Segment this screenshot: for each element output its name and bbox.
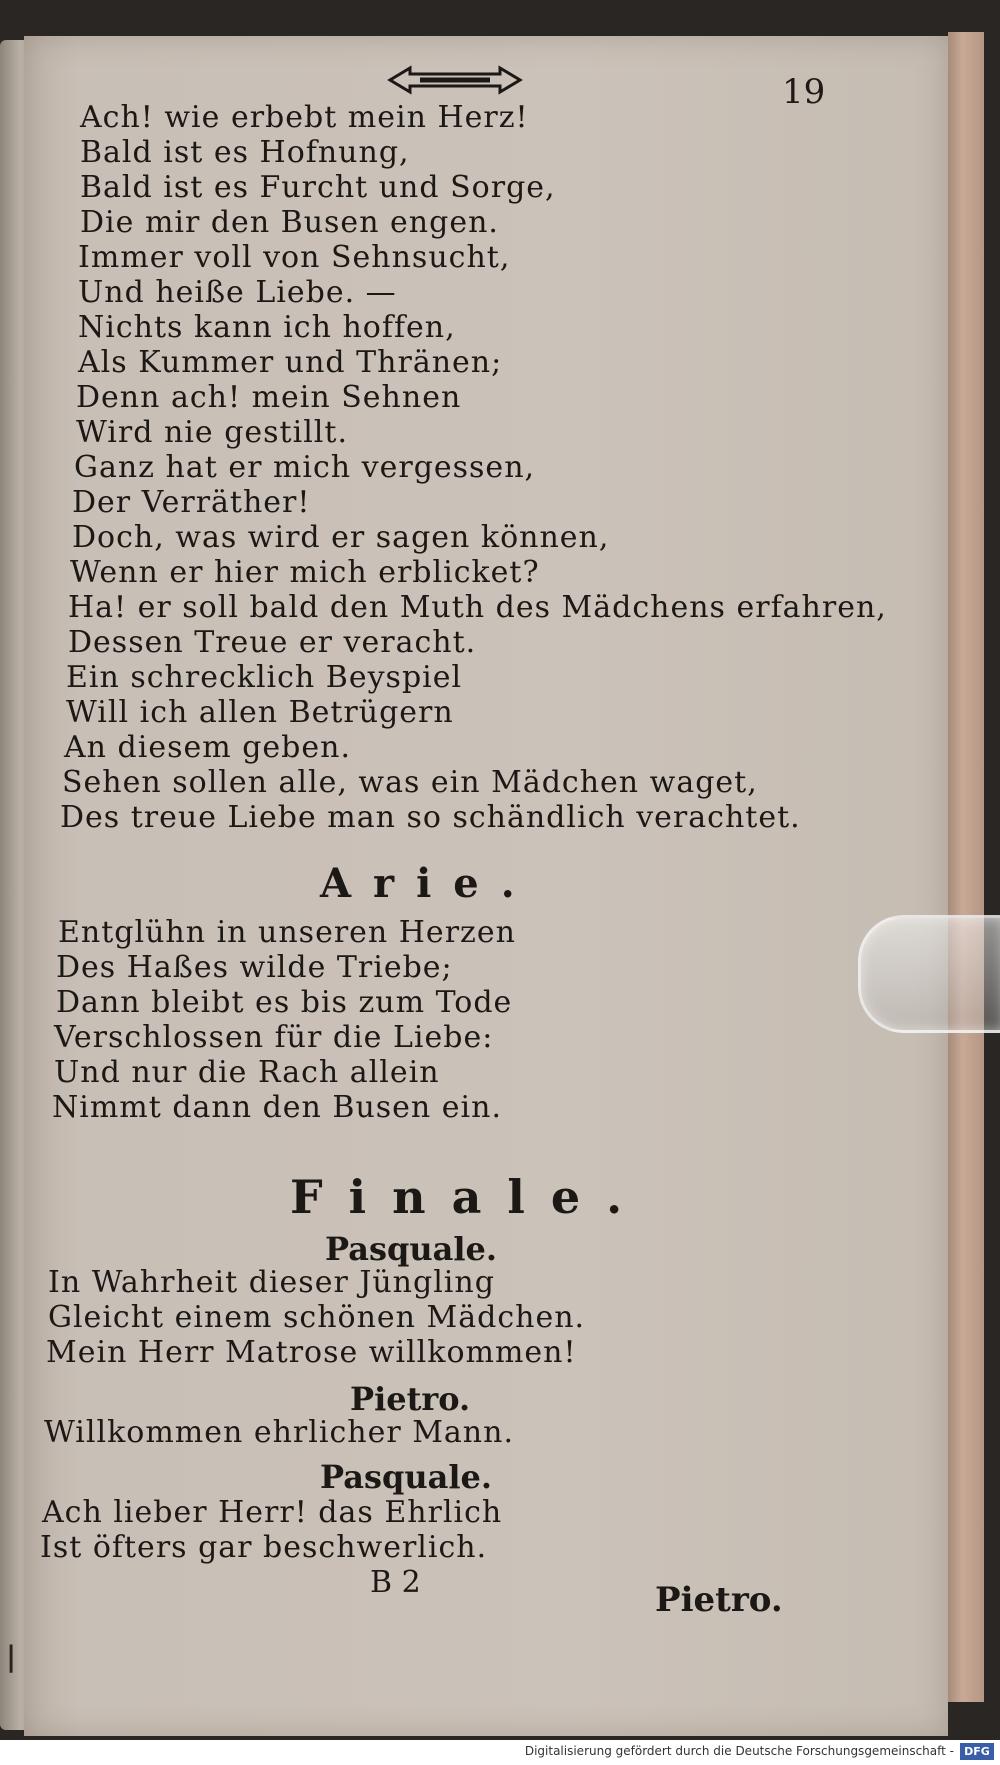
text-line: Und nur die Rach allein <box>54 1055 440 1090</box>
text-line: Wenn er hier mich erblicket? <box>70 555 540 590</box>
text-line: Ha! er soll bald den Muth des Mädchens erfahren, <box>68 590 887 625</box>
speaker-name: Pasquale. <box>320 1458 492 1496</box>
text-line: Entglühn in unseren Herzen <box>58 915 516 950</box>
dfg-logo: DFG <box>960 1743 994 1760</box>
catchword: Pietro. <box>655 1580 783 1620</box>
text-line: Die mir den Busen engen. <box>80 205 499 240</box>
ornament-icon <box>380 60 530 100</box>
text-line: Des Haßes wilde Triebe; <box>56 950 453 985</box>
finale-heading: Finale. <box>290 1170 649 1224</box>
text-line: Bald ist es Furcht und Sorge, <box>80 170 556 205</box>
arie-heading: Arie. <box>320 860 537 907</box>
speaker-name: Pietro. <box>350 1380 471 1418</box>
text-line: Sehen sollen alle, was ein Mädchen waget, <box>62 765 758 800</box>
text-line: Immer voll von Sehnsucht, <box>78 240 511 275</box>
page-clip <box>858 915 1000 1033</box>
signature-mark: B 2 <box>370 1565 421 1600</box>
text-line: Dann bleibt es bis zum Tode <box>56 985 513 1020</box>
text-line: An diesem geben. <box>64 730 351 765</box>
text-line: Gleicht einem schönen Mädchen. <box>48 1300 586 1335</box>
text-line: Dessen Treue er veracht. <box>68 625 477 660</box>
text-line: Bald ist es Hofnung, <box>80 135 410 170</box>
text-line: Ein schrecklich Beyspiel <box>66 660 463 695</box>
text-line: Wird nie gestillt. <box>76 415 348 450</box>
text-line: Denn ach! mein Sehnen <box>76 380 462 415</box>
speaker-name: Pasquale. <box>325 1230 497 1268</box>
text-line: Als Kummer und Thränen; <box>78 345 503 380</box>
digitization-footer <box>0 1740 1000 1765</box>
text-line: Willkommen ehrlicher Mann. <box>44 1415 514 1450</box>
footer-credit: Digitalisierung gefördert durch die Deutsche Forschungsgemeinschaft - <box>524 1744 954 1758</box>
text-line: Mein Herr Matrose willkommen! <box>46 1335 577 1370</box>
left-page-ink-mark: | <box>6 1640 17 1673</box>
text-line: Des treue Liebe man so schändlich verachtet. <box>60 800 801 835</box>
text-line: Nichts kann ich hoffen, <box>78 310 456 345</box>
text-line: Nimmt dann den Busen ein. <box>52 1090 502 1125</box>
text-line: Ach lieber Herr! das Ehrlich <box>42 1495 503 1530</box>
text-line: Ist öfters gar beschwerlich. <box>40 1530 488 1565</box>
text-line: Will ich allen Betrügern <box>66 695 454 730</box>
text-line: Ach! wie erbebt mein Herz! <box>80 100 529 135</box>
text-line: Verschlossen für die Liebe: <box>54 1020 494 1055</box>
text-line: Der Verräther! <box>72 485 311 520</box>
text-line: In Wahrheit dieser Jüngling <box>48 1265 495 1300</box>
text-line: Ganz hat er mich vergessen, <box>74 450 536 485</box>
text-line: Doch, was wird er sagen können, <box>72 520 610 555</box>
text-line: Und heiße Liebe. — <box>78 275 397 310</box>
page-number: 19 <box>782 72 826 112</box>
book-cover-edge <box>948 32 984 1702</box>
